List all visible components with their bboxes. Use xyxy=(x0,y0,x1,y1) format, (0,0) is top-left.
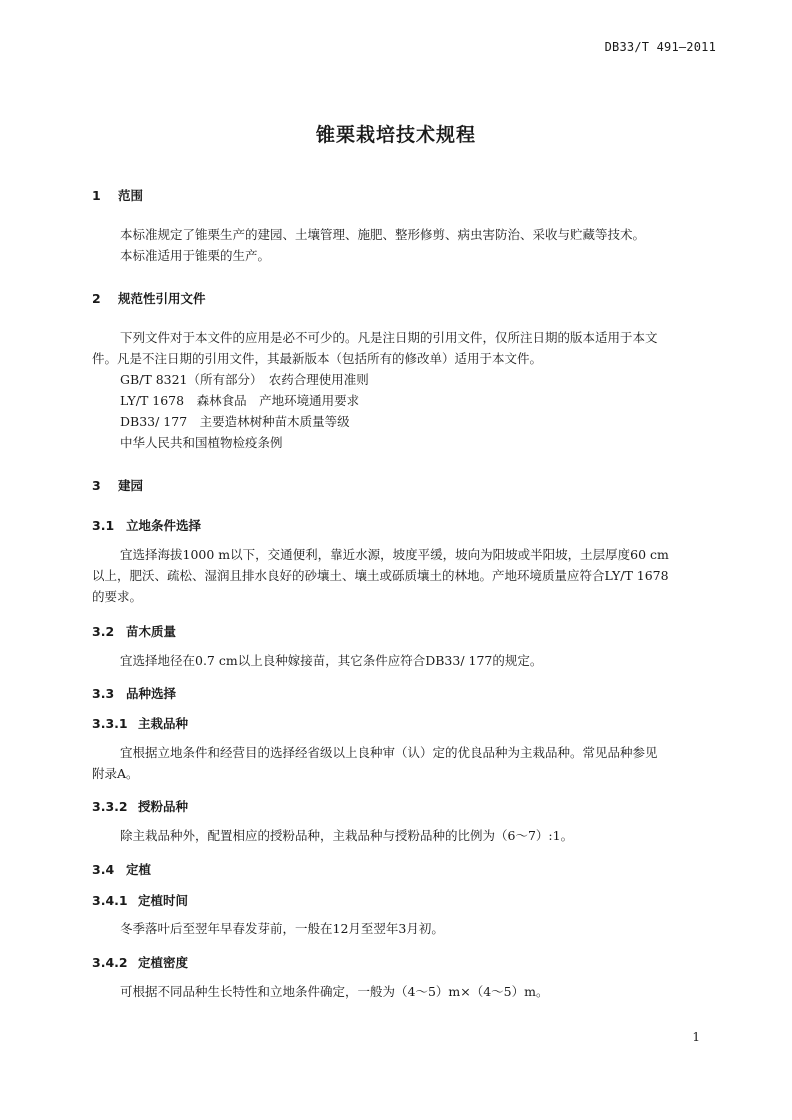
section-number: 3.3.1 xyxy=(92,716,128,731)
section-title: 定植时间 xyxy=(138,893,189,908)
reference-item: DB33/ 177 主要造林树种苗木质量等级 xyxy=(120,414,350,429)
section-number: 3.1 xyxy=(92,518,115,533)
section-3-4-1-body xyxy=(92,918,714,939)
paragraph-line: 除主栽品种外，配置相应的授粉品种，主栽品种与授粉品种的比例为（6～7）:1。 xyxy=(120,828,574,843)
section-heading-3-3-1 xyxy=(92,714,188,732)
reference-item: GB/T 8321（所有部分） 农药合理使用准则 xyxy=(120,372,369,387)
section-3-2-body xyxy=(92,650,714,671)
paragraph-line: 以上，肥沃、疏松、湿润且排水良好的砂壤土、壤土或砾质壤土的林地。产地环境质量应符合LY/T 1678 xyxy=(92,568,669,583)
section-title: 品种选择 xyxy=(126,686,177,701)
document-code: DB33/T 491—2011 xyxy=(604,40,716,54)
section-number: 3.2 xyxy=(92,624,115,639)
section-3-3-2-body xyxy=(92,825,714,846)
reference-item: LY/T 1678 森林食品 产地环境通用要求 xyxy=(120,393,360,408)
section-heading-2 xyxy=(92,289,206,307)
section-number: 3.3 xyxy=(92,686,115,701)
section-heading-3-2 xyxy=(92,622,176,640)
section-title: 定植密度 xyxy=(138,955,189,970)
section-heading-3-4 xyxy=(92,860,151,878)
section-title: 范围 xyxy=(118,188,144,203)
reference-item: 中华人民共和国植物检疫条例 xyxy=(120,435,283,450)
section-3-1-body xyxy=(92,544,714,607)
paragraph-line: 附录A。 xyxy=(92,766,139,781)
section-title: 建园 xyxy=(118,478,144,493)
section-number: 3 xyxy=(92,478,101,493)
section-heading-3 xyxy=(92,476,143,494)
section-heading-3-4-2 xyxy=(92,953,188,971)
section-number: 2 xyxy=(92,291,101,306)
section-heading-3-3-2 xyxy=(92,797,188,815)
paragraph-line: 下列文件对于本文件的应用是必不可少的。凡是注日期的引用文件，仅所注日期的版本适用于本文 xyxy=(120,330,658,345)
section-3-3-1-body xyxy=(92,742,714,784)
paragraph-line: 的要求。 xyxy=(92,589,143,604)
section-heading-3-3 xyxy=(92,684,176,702)
section-number: 3.4.1 xyxy=(92,893,128,908)
paragraph-line: 宜选择海拔1000 m以下，交通便利，靠近水源，坡度平缓，坡向为阳坡或半阳坡，土层厚度60 cm xyxy=(120,547,669,562)
section-3-4-2-body xyxy=(92,981,714,1002)
section-title: 授粉品种 xyxy=(138,799,189,814)
section-heading-1 xyxy=(92,186,143,204)
section-number: 3.4 xyxy=(92,862,115,877)
section-title: 立地条件选择 xyxy=(126,518,202,533)
section-title: 主栽品种 xyxy=(138,716,189,731)
page-number: 1 xyxy=(692,1030,700,1044)
page-title: 锥栗栽培技术规程 xyxy=(315,124,476,146)
section-title: 定植 xyxy=(126,862,152,877)
paragraph-line: 宜根据立地条件和经营目的选择经省级以上良种审（认）定的优良品种为主栽品种。常见品种参见 xyxy=(120,745,658,760)
section-2-body xyxy=(92,327,714,453)
section-title: 规范性引用文件 xyxy=(118,291,206,306)
section-number: 3.4.2 xyxy=(92,955,128,970)
paragraph-line: 件。凡是不注日期的引用文件，其最新版本（包括所有的修改单）适用于本文件。 xyxy=(92,351,543,366)
section-heading-3-4-1 xyxy=(92,891,188,909)
paragraph-line: 宜选择地径在0.7 cm以上良种嫁接苗，其它条件应符合DB33/ 177的规定。 xyxy=(120,653,543,668)
paragraph-line: 可根据不同品种生长特性和立地条件确定，一般为（4～5）m×（4～5）m。 xyxy=(120,984,549,999)
section-title: 苗木质量 xyxy=(126,624,177,639)
paragraph-line: 本标准规定了锥栗生产的建园、土壤管理、施肥、整形修剪、病虫害防治、采收与贮藏等技术。 xyxy=(120,227,646,242)
section-number: 3.3.2 xyxy=(92,799,128,814)
paragraph-line: 本标准适用于锥栗的生产。 xyxy=(120,248,271,263)
section-1-body xyxy=(92,224,714,266)
section-heading-3-1 xyxy=(92,516,201,534)
paragraph-line: 冬季落叶后至翌年早春发芽前，一般在12月至翌年3月初。 xyxy=(120,921,444,936)
section-number: 1 xyxy=(92,188,101,203)
